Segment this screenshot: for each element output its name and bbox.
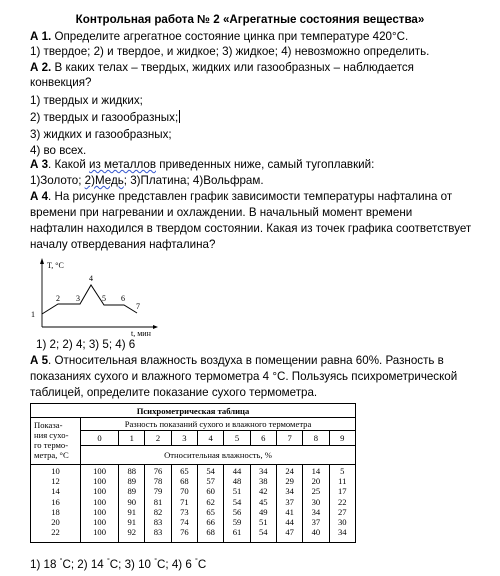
humidity-cell: 22	[337, 496, 347, 507]
humidity-cell: 79	[153, 486, 163, 497]
option-text: ; 3)Платина; 4)Вольфрам.	[123, 174, 264, 187]
humidity-cell: 100	[93, 496, 106, 507]
humidity-cell: 83	[153, 527, 163, 538]
rh-header: Относительная влажность, %	[81, 446, 356, 465]
degree-sign: °	[154, 558, 158, 566]
humidity-cell: 100	[93, 527, 106, 538]
temperature-cell: 16	[51, 496, 60, 507]
humidity-column	[250, 465, 276, 543]
humidity-cell: 17	[337, 486, 347, 497]
humidity-cell: 34	[337, 527, 347, 538]
humidity-column	[303, 465, 329, 543]
humidity-column	[145, 465, 171, 543]
humidity-cell: 91	[127, 506, 137, 517]
question-number: А 2.	[30, 61, 52, 74]
humidity-cell: 54	[206, 466, 215, 476]
point-label: 4	[89, 274, 93, 283]
humidity-cell: 76	[180, 527, 189, 538]
table-title: Психрометрическая таблица	[31, 404, 356, 418]
humidity-cell: 88	[127, 466, 137, 476]
humidity-cell: 71	[180, 496, 189, 507]
option-text: С; 3) 10	[109, 558, 155, 571]
humidity-cell: 54	[259, 527, 268, 538]
humidity-cell: 82	[153, 506, 163, 517]
humidity-cell: 92	[127, 527, 137, 538]
humidity-cell: 51	[259, 517, 268, 528]
question-1-options: 1) твердое; 2) и твердое, и жидкое; 3) жидкое; 4) невозможно определить.	[30, 45, 430, 58]
question-text: В каких телах – твердых, жидких или газообразных – наблюдается	[51, 61, 414, 74]
question-number: А 5	[30, 354, 49, 367]
question-2-option-2	[30, 110, 180, 125]
humidity-column	[81, 465, 119, 543]
diff-header-cell: 0	[81, 431, 119, 446]
humidity-cell: 89	[127, 476, 137, 487]
humidity-cell: 76	[153, 466, 163, 476]
humidity-cell: 34	[311, 506, 321, 517]
degree-sign: °	[195, 558, 198, 566]
option-text: С; 4) 6	[157, 558, 196, 571]
humidity-cell: 11	[338, 476, 347, 487]
humidity-cell: 41	[285, 506, 294, 517]
question-number: А 1.	[30, 30, 52, 43]
degree-sign: °	[106, 558, 110, 566]
humidity-cell: 56	[232, 506, 242, 517]
humidity-column	[329, 465, 355, 543]
question-text: . Относительная влажность воздуха в помещении равна 60%. Разность в	[48, 354, 444, 367]
temperature-cell: 18	[51, 506, 60, 517]
question-3	[30, 157, 374, 172]
page-title: Контрольная работа № 2 «Агрегатные состояния вещества»	[75, 13, 425, 26]
humidity-cell: 44	[232, 466, 242, 476]
point-label: 2	[56, 294, 60, 303]
diff-header-cell: 1	[119, 431, 145, 446]
diff-header-cell: 8	[303, 431, 329, 446]
humidity-cell: 45	[259, 496, 268, 507]
question-text: . На рисунке представлен график зависимости температуры нафталина от	[48, 190, 453, 203]
humidity-cell: 90	[127, 496, 137, 507]
humidity-cell: 25	[311, 486, 321, 497]
humidity-cell: 74	[180, 517, 189, 528]
humidity-cell: 38	[259, 476, 268, 487]
diff-header-cell: 4	[198, 431, 224, 446]
question-text-underlined: из металлов	[89, 158, 156, 171]
option-text: С	[197, 558, 207, 571]
temperature-cell: 20	[51, 517, 60, 528]
option-text: 1) 18	[30, 558, 60, 571]
diff-header-cell: 9	[329, 431, 355, 446]
humidity-cell: 37	[285, 496, 294, 507]
humidity-cell: 73	[180, 506, 189, 517]
text-cursor	[179, 110, 180, 123]
question-1	[30, 29, 408, 44]
humidity-column	[224, 465, 250, 543]
x-axis-arrow	[153, 325, 158, 329]
diff-header-cell: 3	[171, 431, 197, 446]
humidity-cell: 61	[232, 527, 242, 538]
point-label: 5	[102, 294, 106, 303]
humidity-cell: 78	[153, 476, 163, 487]
temperature-cell: 22	[51, 527, 60, 538]
diff-header-cell: 2	[145, 431, 171, 446]
humidity-cell: 83	[153, 517, 163, 528]
humidity-cell: 59	[232, 517, 242, 528]
temperature-cell: 10	[51, 466, 60, 476]
diff-header: Разность показаний сухого и влажного термометра	[81, 418, 356, 431]
question-5-options	[30, 558, 206, 571]
question-4-line-4: началу отвердевания нафталина?	[30, 238, 216, 251]
y-axis-arrow	[40, 258, 44, 264]
question-5-line-3: таблицей, определите показание сухого термометра.	[30, 386, 318, 399]
humidity-cell: 100	[93, 486, 106, 497]
question-number: А 4	[30, 190, 49, 203]
question-text: . Какой	[48, 158, 90, 171]
question-4-line-3: нафталин находился в твердом состоянии. Какая из точек графика соответствует	[30, 222, 472, 235]
temperature-column	[31, 465, 81, 543]
x-axis-label: t, мин	[131, 329, 151, 337]
humidity-cell: 34	[285, 486, 294, 497]
humidity-cell: 37	[311, 517, 321, 528]
temperature-cell: 14	[51, 486, 60, 497]
point-label: 1	[31, 310, 35, 319]
option-text: 1)Золото;	[30, 174, 85, 187]
humidity-cell: 65	[180, 466, 189, 476]
diff-header-cell: 7	[276, 431, 302, 446]
humidity-cell: 68	[180, 476, 189, 487]
humidity-cell: 29	[285, 476, 294, 487]
question-number: А 3	[30, 158, 49, 171]
point-label: 7	[136, 302, 140, 311]
humidity-cell: 47	[285, 527, 294, 538]
humidity-cell: 14	[311, 466, 321, 476]
humidity-cell: 89	[127, 486, 137, 497]
humidity-cell: 100	[93, 517, 106, 528]
humidity-cell: 62	[206, 496, 215, 507]
question-4	[30, 189, 452, 204]
humidity-cell: 57	[206, 476, 215, 487]
question-2-text-cont: конвекция?	[30, 76, 92, 89]
humidity-cell: 60	[206, 486, 215, 497]
humidity-cell: 24	[285, 466, 294, 476]
humidity-cell: 44	[285, 517, 294, 528]
humidity-cell: 49	[259, 506, 268, 517]
temperature-cell: 12	[51, 476, 60, 487]
humidity-cell: 30	[311, 496, 321, 507]
question-5	[30, 353, 444, 368]
humidity-cell: 5	[340, 466, 345, 476]
degree-sign: °	[59, 558, 63, 566]
psychrometric-table	[30, 403, 356, 543]
humidity-column	[276, 465, 302, 543]
diff-header-cell: 5	[224, 431, 250, 446]
question-4-line-2: времени при нагревании и охлаждении. В начальный момент времени	[30, 206, 413, 219]
humidity-cell: 30	[337, 517, 347, 528]
humidity-cell: 100	[93, 506, 106, 517]
point-label: 3	[76, 294, 80, 303]
humidity-cell: 81	[153, 496, 163, 507]
humidity-cell: 42	[259, 486, 268, 497]
row-header: Показа- ния сухо- го термо- метра, °С	[31, 418, 81, 465]
question-text: Определите агрегатное состояние цинка при температуре 420°С.	[51, 30, 409, 43]
question-2	[30, 60, 414, 75]
humidity-cell: 51	[232, 486, 242, 497]
question-2-option-1: 1) твердых и жидких;	[30, 94, 143, 107]
humidity-cell: 68	[206, 527, 215, 538]
question-text: приведенных ниже, самый тугоплавкий:	[156, 158, 375, 171]
option-text: С; 2) 14	[62, 558, 107, 571]
humidity-column	[119, 465, 145, 543]
humidity-cell: 40	[311, 527, 321, 538]
humidity-cell: 34	[259, 466, 268, 476]
question-4-options: 1) 2; 2) 4; 3) 5; 4) 6	[36, 338, 136, 351]
table-body-row	[31, 465, 356, 543]
diff-header-cell: 6	[250, 431, 276, 446]
humidity-cell: 100	[93, 466, 106, 476]
humidity-cell: 20	[311, 476, 321, 487]
y-axis-label: T, °C	[47, 261, 64, 270]
humidity-cell: 54	[232, 496, 242, 507]
humidity-cell: 65	[206, 506, 215, 517]
humidity-cell: 91	[127, 517, 137, 528]
option-text-underlined: 2)Медь	[84, 174, 124, 187]
point-label: 6	[121, 294, 125, 303]
question-5-line-2: показаниях сухого и влажного термометра 4 °С. Пользуясь психрометрической	[30, 370, 458, 383]
option-text: 2) твердых и газообразных;	[30, 111, 179, 124]
question-2-option-3: 3) жидких и газообразных;	[30, 128, 172, 141]
humidity-cell: 100	[93, 476, 106, 487]
humidity-column	[198, 465, 224, 543]
question-2-option-4: 4) во всех.	[30, 144, 87, 157]
humidity-cell: 27	[337, 506, 347, 517]
humidity-column	[171, 465, 197, 543]
humidity-cell: 70	[180, 486, 189, 497]
question-3-options	[30, 173, 264, 188]
humidity-cell: 66	[206, 517, 215, 528]
temperature-graph	[28, 257, 158, 337]
humidity-cell: 48	[232, 476, 242, 487]
